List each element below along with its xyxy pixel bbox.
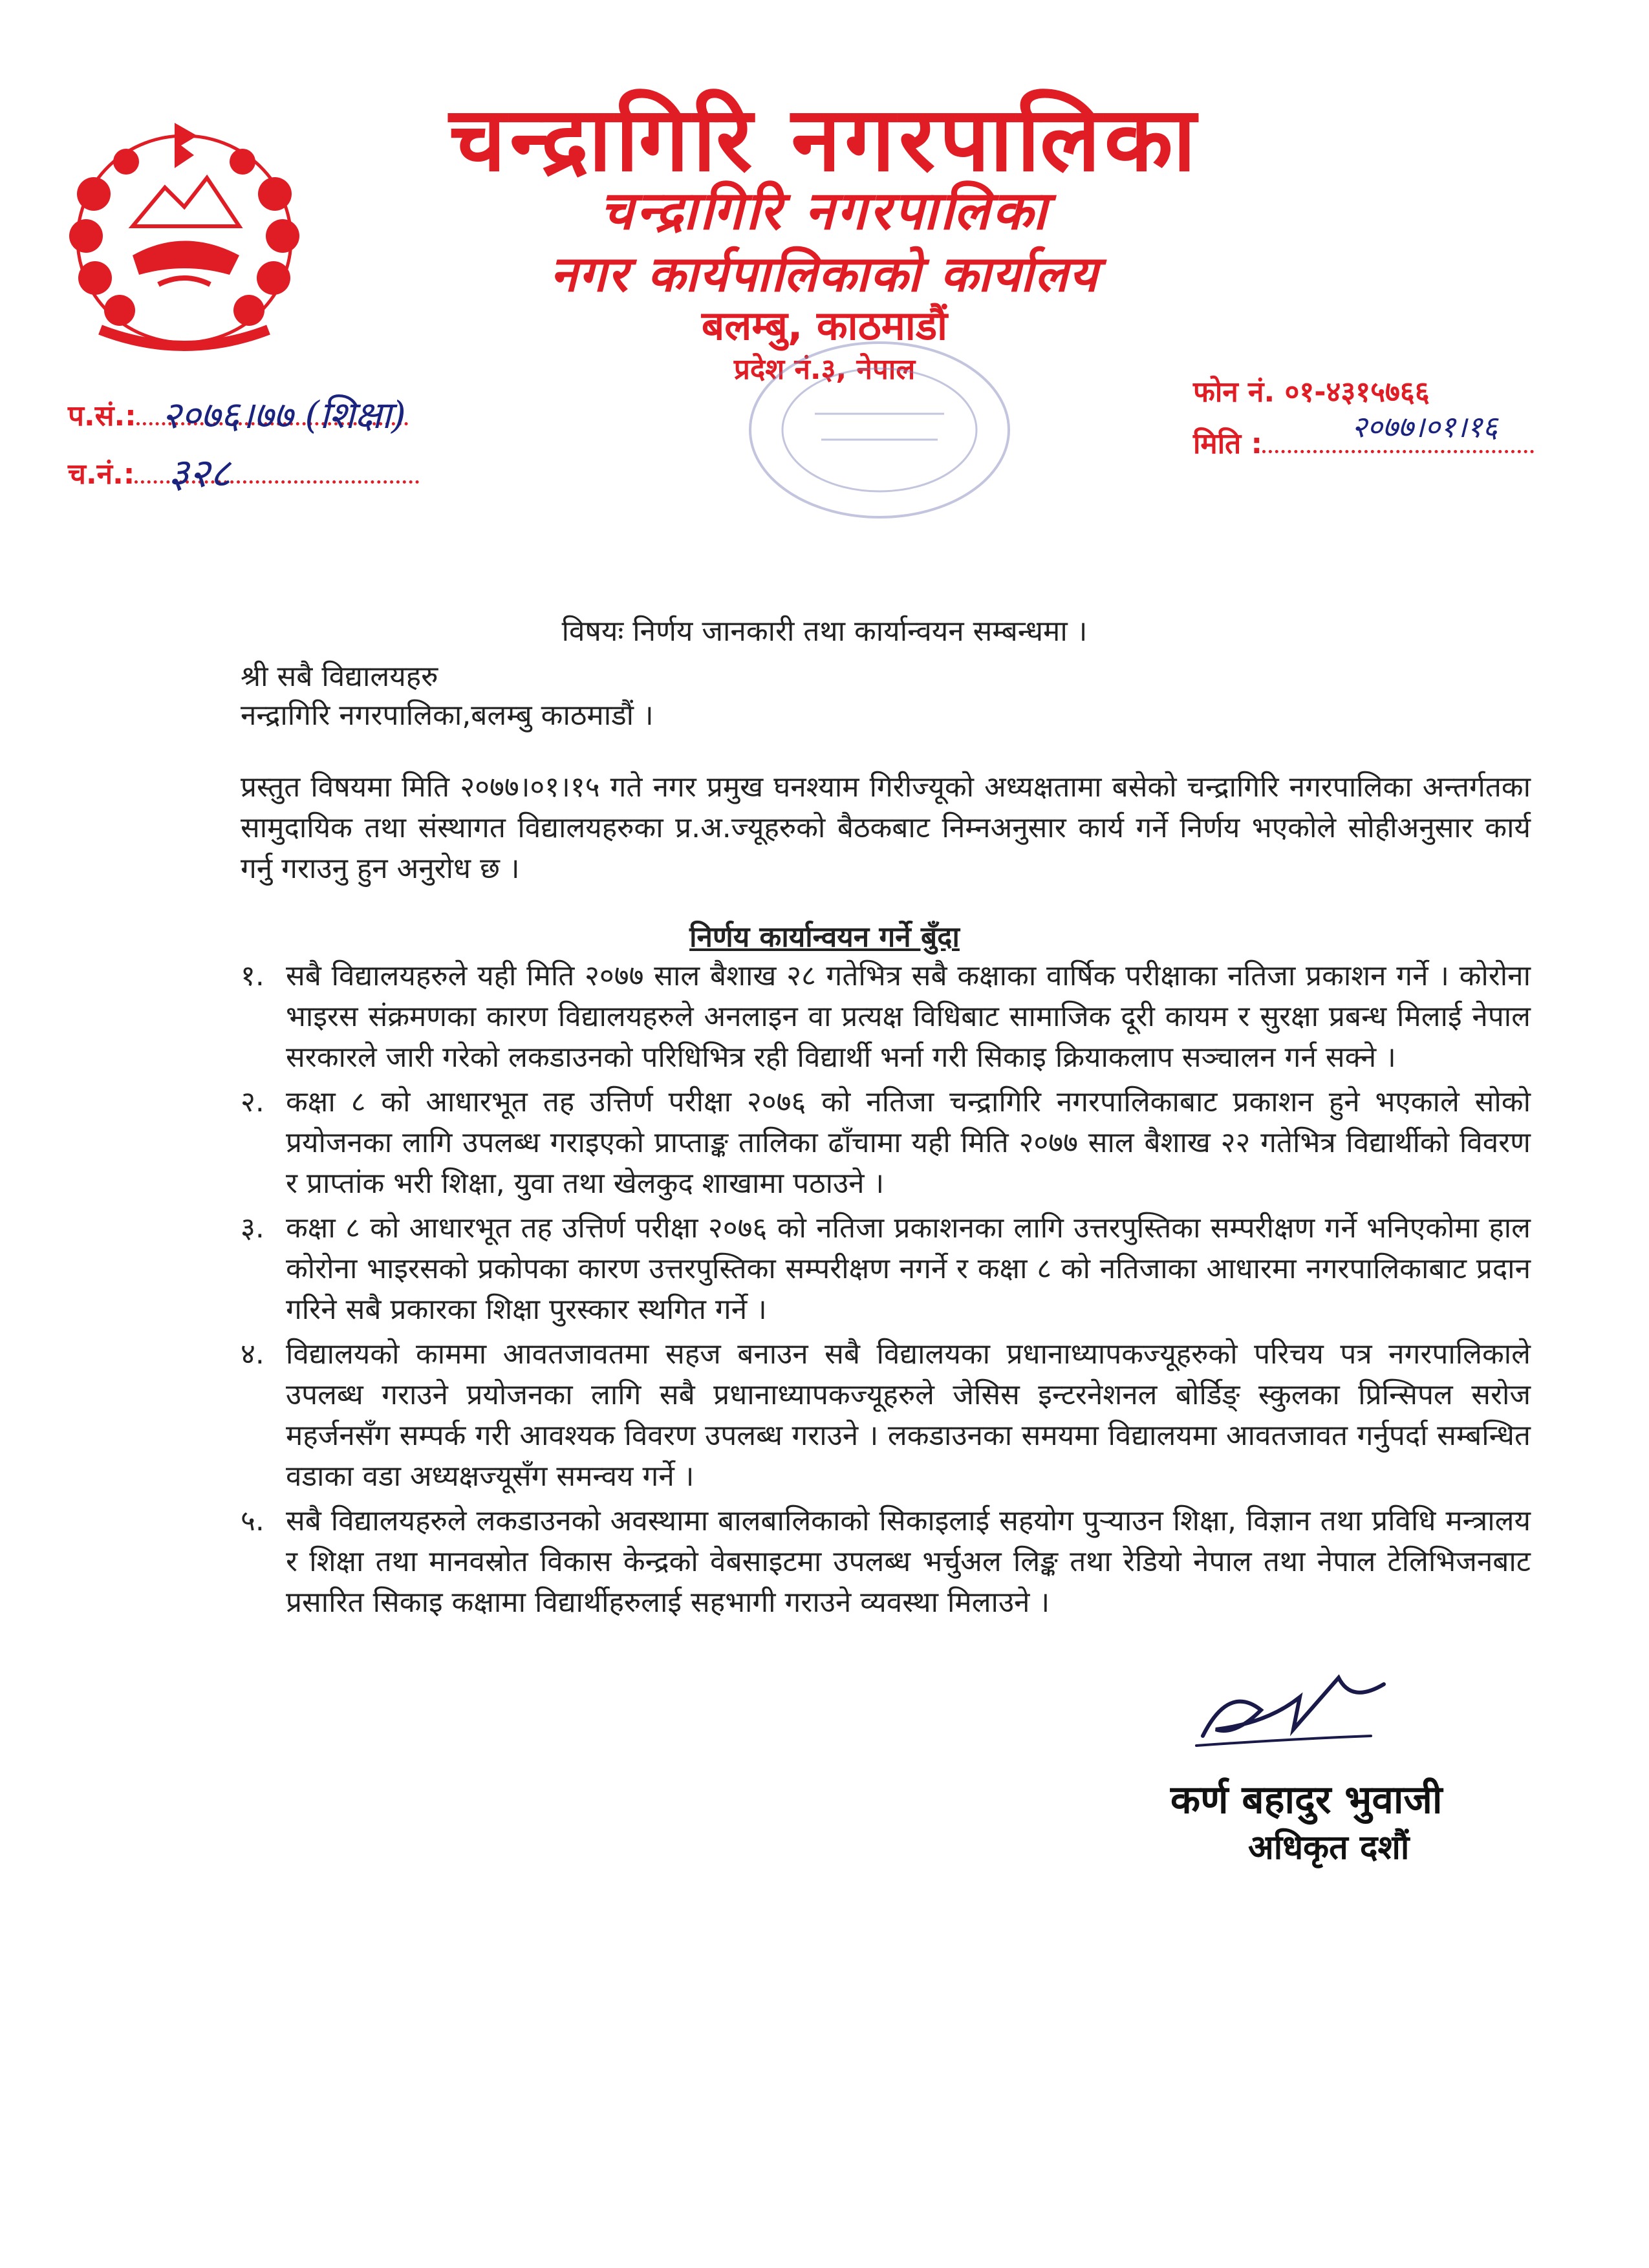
office-name: नगर कार्यपालिकाको कार्यालय [550, 245, 1099, 303]
decision-list [241, 956, 1531, 1627]
office-province: प्रदेश नं.३, नेपाल [733, 353, 916, 386]
cn-value: ३२८ [168, 449, 231, 497]
decision-text: कक्षा ८ को आधारभूत तह उत्तिर्ण परीक्षा २०७६ को नतिजा प्रकाशनका लागि उत्तरपुस्तिका सम्परीक्षण गर्ने भनिएकोमा हाल कोरोना भाइरसको प्रकोपका कारण उत्तरपुस्तिका सम्परीक्षण नगर्ने र कक्षा ८ को नतिजाका आधारमा नगरपालिकाबाट प्रदान गरिने सबै प्रकारका शिक्षा पुरस्कार स्थगित गर्ने । [286, 1212, 1531, 1326]
ps-label: प.सं.: [68, 400, 136, 433]
decision-number: १. [241, 959, 264, 992]
signatory-name: कर्ण बहादुर भुवाजी [1170, 1777, 1443, 1823]
decision-item [241, 1082, 1531, 1204]
decision-number: २. [241, 1086, 264, 1118]
ps-value: २०७६।७७ (शिक्षा) [162, 393, 406, 437]
date-label: मिति : [1193, 427, 1263, 460]
date-value: २०७७।०१।१६ [1352, 409, 1498, 444]
decision-text: विद्यालयको काममा आवतजावतमा सहज बनाउन सबै विद्यालयका प्रधानाध्यापकज्यूहरुको परिचय पत्र नगरपालिकाले उपलब्ध गराउने प्रयोजनका लागि सबै प्रधानाध्यापकज्यूहरुले जेसिस इन्टरनेशनल बोर्डिङ् स्कुलका प्रिन्सिपल सरोज महर्जनसँग सम्पर्क गरी आवश्यक विवरण उपलब्ध गराउने । लकडाउनका समयमा विद्यालयमा आवतजावत गर्नुपर्दा सम्बन्धित वडाका वडा अध्यक्षज्यूसँग समन्वय गर्ने । [286, 1338, 1531, 1493]
cn-label: च.नं.: [68, 458, 135, 491]
office-stamp-icon [744, 336, 1015, 524]
recipient-line: श्री सबै विद्यालयहरु [241, 660, 438, 693]
phone-number: फोन नं. ०१-४३१५७६६ [1193, 376, 1430, 409]
decision-text: सबै विद्यालयहरुले लकडाउनको अवस्थामा बालबालिकाको सिकाइलाई सहयोग पुऱ्याउन शिक्षा, विज्ञान तथा प्रविधि मन्त्रालय र शिक्षा तथा मानवस्रोत विकास केन्द्रको वेबसाइटमा उपलब्ध भर्चुअल लिङ्क तथा रेडियो नेपाल तथा नेपाल टेलिभिजनबाट प्रसारित सिकाइ कक्षामा विद्यार्थीहरुलाई सहभागी गराउने व्यवस्था मिलाउने । [286, 1504, 1531, 1619]
decision-text: कक्षा ८ को आधारभूत तह उत्तिर्ण परीक्षा २०७६ को नतिजा चन्द्रागिरि नगरपालिकाबाट प्रकाशन हुने भएकाले सोको प्रयोजनका लागि उपलब्ध गराइएको प्राप्ताङ्क तालिका ढाँचामा यही मिति २०७७ साल बैशाख २२ गतेभित्र विद्यार्थीको विवरण र प्राप्तांक भरी शिक्षा, युवा तथा खेलकुद शाखामा पठाउने । [286, 1086, 1531, 1200]
decision-number: ५. [241, 1504, 264, 1537]
org-name-newari: चन्द्रागिरि नगरपालिका [599, 180, 1050, 242]
decision-item [241, 956, 1531, 1078]
decision-number: ३. [241, 1212, 264, 1245]
signatory-title: अधिकृत दशौं [1248, 1828, 1410, 1867]
cn-number-field [68, 460, 419, 489]
office-address: बलम्बु, काठमाडौं [701, 302, 948, 349]
intro-paragraph: प्रस्तुत विषयमा मिति २०७७।०१।१५ गते नगर प्रमुख घनश्याम गिरीज्यूको अध्यक्षतामा बसेको चन्द्रागिरि नगरपालिका अन्तर्गतका सामुदायिक तथा संस्थागत विद्यालयहरुका प्र.अ.ज्यूहरुको बैठकबाट निम्नअनुसार कार्य गर्ने निर्णय भएकोले सोहीअनुसार कार्य गर्नु गराउनु हुन अनुरोध छ । [241, 771, 1531, 885]
recipient-address: नन्द्रागिरि नगरपालिका,बलम्बु काठमाडौं । [241, 699, 654, 732]
section-heading: निर्णय कार्यान्वयन गर्ने बुँदा [689, 921, 960, 954]
decision-text: सबै विद्यालयहरुले यही मिति २०७७ साल बैशाख २८ गतेभित्र सबै कक्षाका वार्षिक परीक्षाका नतिजा प्रकाशन गर्ने । कोरोना भाइरस संक्रमणका कारण विद्यालयहरुले अनलाइन वा प्रत्यक्ष विधिबाट सामाजिक दूरी कायम र सुरक्षा प्रबन्ध मिलाई नेपाल सरकारले जारी गरेको लकडाउनको परिधिभित्र रही विद्यार्थी भर्ना गरी सिकाइ क्रियाकलाप सञ्चालन गर्न सक्ने । [286, 959, 1531, 1074]
decision-number: ४. [241, 1338, 264, 1371]
decision-item [241, 1334, 1531, 1497]
letter-subject: विषयः निर्णय जानकारी तथा कार्यान्वयन सम्बन्धमा । [561, 615, 1088, 648]
handwritten-signature-icon [1190, 1658, 1403, 1755]
decision-item [241, 1501, 1531, 1623]
decision-item [241, 1208, 1531, 1330]
org-name: चन्द्रागिरि नगरपालिका [449, 87, 1200, 191]
